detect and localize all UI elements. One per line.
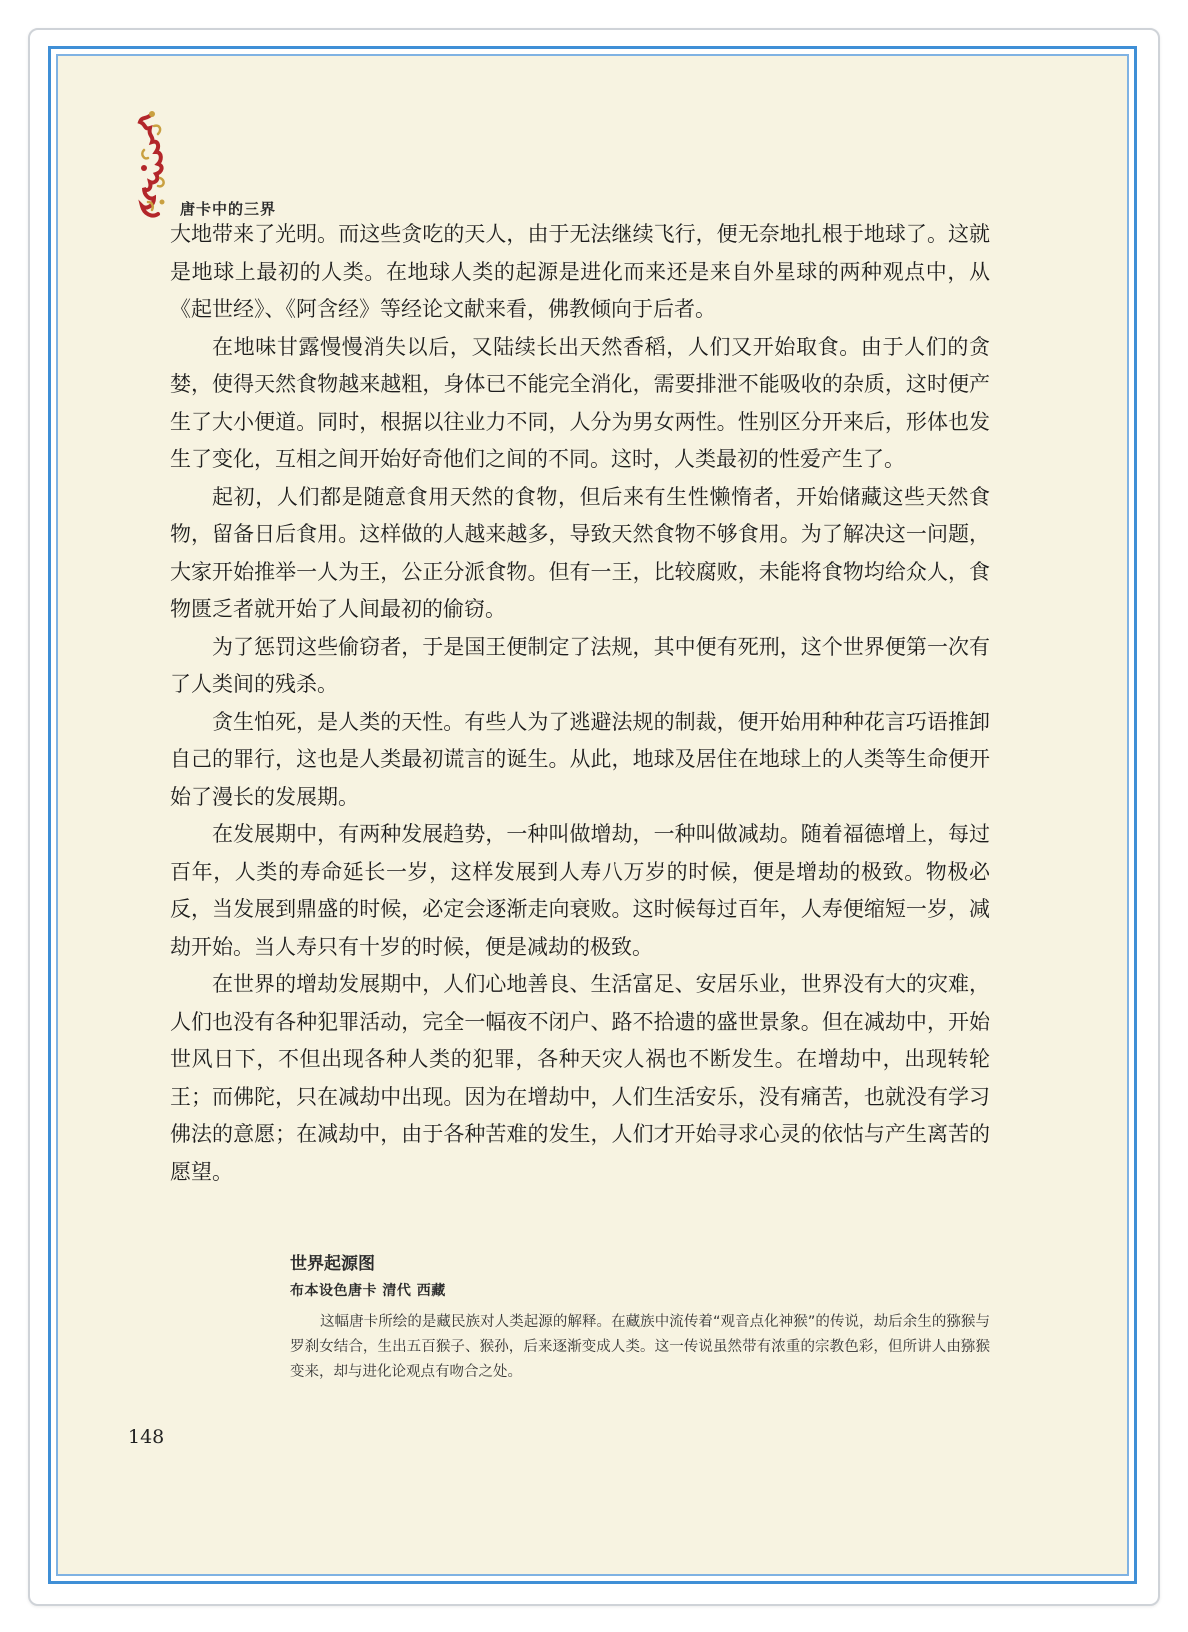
tibetan-ornament-icon	[132, 106, 172, 226]
caption-subtitle: 布本设色唐卡 清代 西藏	[290, 1283, 446, 1299]
body-text	[170, 216, 990, 1191]
paragraph-3: 起初，人们都是随意食用天然的食物，但后来有生性懒惰者，开始储藏这些天然食物，留备日后食用。这样做的人越来越多，导致天然食物不够食用。为了解决这一问题，大家开始推举一人为王，公正分派食物。但有一王，比较腐败，未能将食物均给众人，食物匮乏者就开始了人间最初的偷窃。	[170, 484, 990, 621]
running-header	[132, 106, 432, 226]
paragraph-5: 贪生怕死，是人类的天性。有些人为了逃避法规的制裁，便开始用种种花言巧语推卸自己的罪行，这也是人类最初谎言的诞生。从此，地球及居住在地球上的人类等生命便开始了漫长的发展期。	[170, 709, 990, 809]
figure-caption	[290, 1249, 990, 1385]
paragraph-1: 大地带来了光明。而这些贪吃的天人，由于无法继续飞行，便无奈地扎根于地球了。这就是地球上最初的人类。在地球人类的起源是进化而来还是来自外星球的两种观点中，从《起世经》、《阿含经》等经论文献来看，佛教倾向于后者。	[170, 222, 990, 321]
paragraph-2: 在地味甘露慢慢消失以后，又陆续长出天然香稻，人们又开始取食。由于人们的贪婪，使得天然食物越来越粗，身体已不能完全消化，需要排泄不能吸收的杂质，这时便产生了大小便道。同时，根据以往业力不同，人分为男女两性。性别区分开来后，形体也发生了变化，互相之间开始好奇他们之间的不同。这时，人类最初的性爱产生了。	[170, 334, 990, 471]
caption-text: 这幅唐卡所绘的是藏民族对人类起源的解释。在藏族中流传着“观音点化神猴”的传说，劫后余生的猕猴与罗刹女结合，生出五百猴子、猴孙，后来逐渐变成人类。这一传说虽然带有浓重的宗教色彩，但所讲人由猕猴变来，却与进化论观点有吻合之处。	[290, 1314, 990, 1380]
book-page	[56, 54, 1129, 1576]
paragraph-6: 在发展期中，有两种发展趋势，一种叫做增劫，一种叫做减劫。随着福德增上，每过百年，人类的寿命延长一岁，这样发展到人寿八万岁的时候，便是增劫的极致。物极必反，当发展到鼎盛的时候，必定会逐渐走向衰败。这时候每过百年，人寿便缩短一岁，减劫开始。当人寿只有十岁的时候，便是减劫的极致。	[170, 822, 990, 959]
paragraph-4: 为了惩罚这些偷窃者，于是国王便制定了法规，其中便有死刑，这个世界便第一次有了人类间的残杀。	[170, 634, 990, 696]
caption-title: 世界起源图	[290, 1254, 375, 1274]
running-header-title: 唐卡中的三界	[180, 200, 277, 218]
paragraph-7: 在世界的增劫发展期中，人们心地善良、生活富足、安居乐业，世界没有大的灾难，人们也没有各种犯罪活动，完全一幅夜不闭户、路不拾遗的盛世景象。但在减劫中，开始世风日下，不但出现各种人类的犯罪，各种天灾人祸也不断发生。在增劫中，出现转轮王；而佛陀，只在减劫中出现。因为在增劫中，人们生活安乐，没有痛苦，也就没有学习佛法的意愿；在减劫中，由于各种苦难的发生，人们才开始寻求心灵的依怙与产生离苦的愿望。	[170, 972, 990, 1184]
page-number: 148	[128, 1426, 165, 1448]
